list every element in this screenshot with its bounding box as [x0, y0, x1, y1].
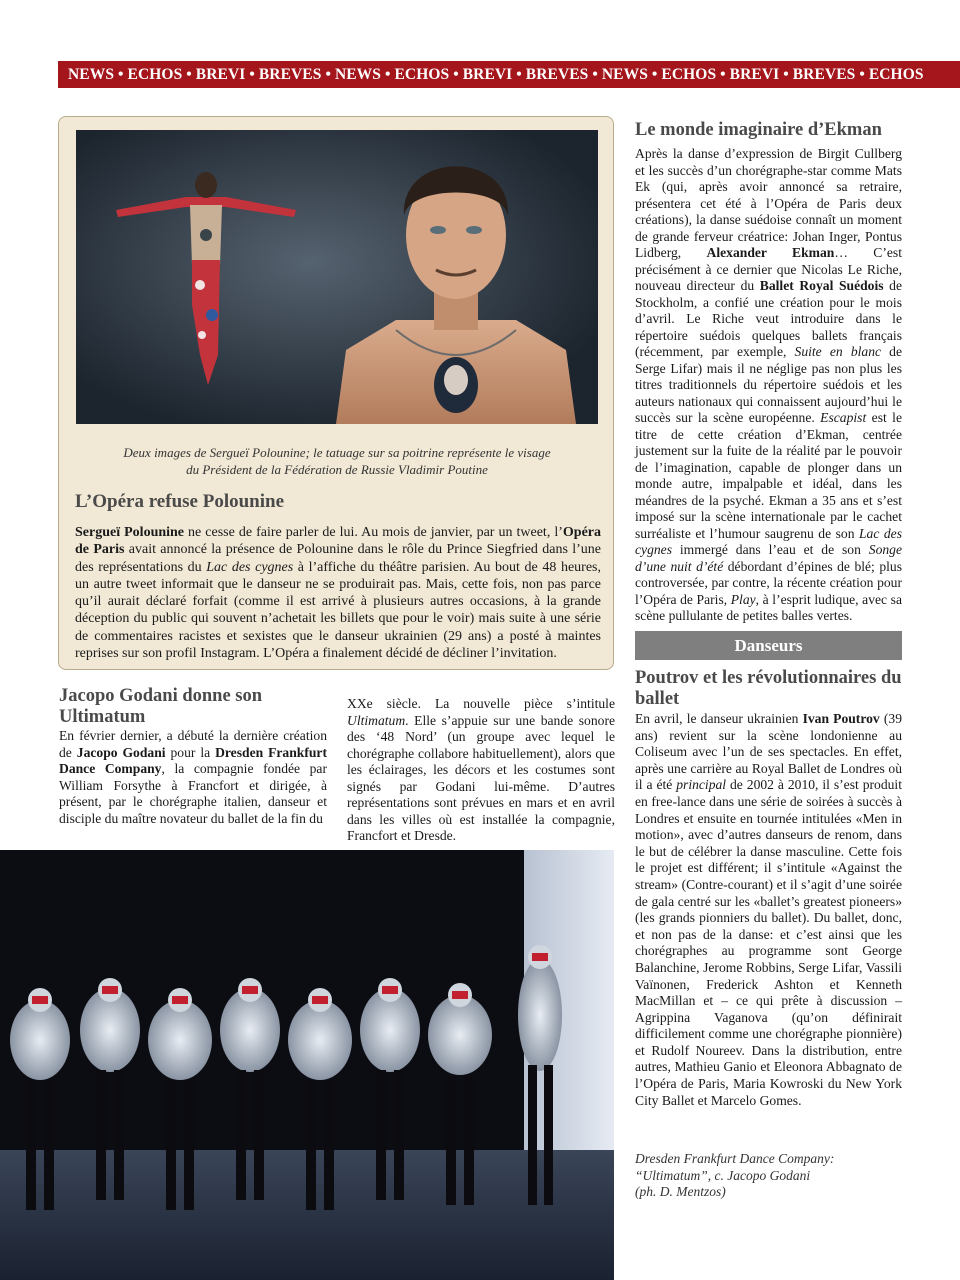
- ballet-title: Ultimatum: [347, 712, 406, 728]
- body-text: de 2002 à 2010, il s’est produit en free-lance dans une série de soirées à succès à Londres et ensuite en tournée intitulées «Men in motion», avec d’autres danseurs de renom, dans le but de célébrer la danse masculine. Cette fois le projet est différent; il s’intitule «Against the stream» (Contre-courant) et il s’agit d’une soirée de gala centré sur les «ballet’s greatest pioneers» (les grands pionniers du ballet). Du ballet, donc, et non pas de la danse: et c’est ainsi que les chorégraphes au programme sont George Balanchine, Jerome Robbins, Serge Lifar, Vassili Vaïnonen, Frederick Ashton et Kenneth MacMillan et – ce qui prête à discussion – Agrippina Vaganova (qu’on définirait difficilement comme une chorégraphe pionnière) et Rudolf Noureev. Dans la distribution, entre autres, Mathieu Ganio et Eleonora Abbagnato de l’Opéra de Paris, Maria Kowroski du New York City Ballet et Marcelo Gomes.: [635, 777, 902, 1108]
- body-text: débordant d’épines de blé; plus controversée, par contre, la récente création pour l’Opéra de Paris,: [635, 558, 902, 607]
- body-text: ne cesse de faire parler de lui. Au mois de janvier, par un tweet, l’: [184, 525, 563, 540]
- ekman-title: Le monde imaginaire d’Ekman: [635, 120, 882, 140]
- body-text: . Elle s’appuie sur une bande sonore des ‘48 Nord’ (un groupe avec lequel le chorégraphe collabore habituellement), alors que les éclairages, les décors et les costumes sont signés par Godani lui-même. D’autres représentations sont prévues en mars et en avril dans les villes où est installée la compagnie, Francfort et Dresde.: [347, 712, 615, 843]
- body-text: … C’est précisément à ce dernier que Nicolas Le Riche, nouveau directeur du: [635, 245, 902, 293]
- polounine-photo-illustration: [76, 130, 598, 424]
- polounine-photo-caption: [79, 444, 595, 478]
- godani-body-col2: [347, 696, 615, 845]
- body-text: En avril, le danseur ukrainien: [635, 711, 803, 726]
- body-text: pour la: [165, 744, 216, 760]
- polounine-body: [75, 524, 601, 662]
- body-text: , la compagnie fondée par William Forsythe à Francfort et dirigée, à présent, par le chorégraphe italien, danseur et disciple du maître novateur du ballet de la fin du: [59, 761, 327, 826]
- ekman-body: [635, 146, 902, 625]
- dresden-stage-photo: [0, 850, 614, 1280]
- ballet-title: Lac des cygnes: [206, 559, 294, 575]
- body-text: avait annoncé la présence de Polounine dans le rôle du Prince Siegfried dans l’une des représentations du: [75, 542, 601, 575]
- body-text: En février dernier, a débuté la dernière création de: [59, 728, 327, 760]
- polounine-photo: [76, 130, 598, 424]
- body-text: immergé dans l’eau et de son: [672, 542, 869, 557]
- dancer-name: Sergueï Polounine: [75, 525, 185, 540]
- ballet-title: Play: [730, 591, 756, 607]
- godani-body-col1: [59, 728, 327, 827]
- section-label-danseurs: Danseurs: [635, 631, 902, 660]
- polounine-title: L’Opéra refuse Polounine: [75, 491, 285, 512]
- godani-title: Jacopo Godani donne son Ultimatum: [59, 686, 263, 727]
- choreographer-name: Jacopo Godani: [76, 744, 166, 760]
- body-text: de Stockholm, a confié une création pour le mois d’avril. Le Riche veut introduire dans le répertoire suédois quelques ballets français (récemment, par exemple,: [635, 278, 902, 359]
- ballet-title: Suite en blanc: [794, 344, 882, 359]
- caption-line: “Ultimatum”, c. Jacopo Godani: [635, 1167, 811, 1183]
- body-text: est le titre de cette création d’Ekman, centrée justement sur la fuite de la réalité par le pouvoir de l’imagination, capable de plonger dans un monde autre, impalpable et idéal, dans les méandres de la psyché. Ekman a 35 ans et s’est imposé sur la scène internationale par le cachet surréaliste et l’humour saugrenu de son: [635, 410, 902, 541]
- body-text: (39 ans) revient sur la scène londonienne au Coliseum avec l’un de ses spectacles. En effet, après une carrière au Royal Ballet de Londres où il a été: [635, 711, 902, 793]
- company-name: Dresden Frankfurt Dance Company: [59, 744, 327, 776]
- caption-line: Deux images de Sergueï Polounine; le tatuage sur sa poitrine représente le visage: [123, 445, 551, 460]
- dancer-name: Ivan Poutrov: [802, 711, 880, 726]
- opera-name: Opéra de Paris: [75, 525, 601, 558]
- rank-term: principal: [676, 777, 727, 793]
- dresden-photo-caption: [635, 1151, 902, 1201]
- poutrov-title: Poutrov et les révolutionnaires du ballet: [635, 668, 902, 709]
- ballet-title: Escapist: [820, 410, 867, 425]
- body-text: à l’affiche du théâtre parisien. Au bout de 48 heures, un autre tweet informait que le danseur ne se produirait pas. Mais, cette fois, non pas parce qu’il aurait déclaré forfait (comme il est arrivé à plusieurs autres occasions, à la grande déception du public qui souvent n’achetait les billets que pour le voir) mais suite à une série de commentaires racistes et sexistes que le danseur ukrainien (29 ans) a posté à maintes reprises sur son profil Instagram. L’Opéra a finalement décidé de décliner l’invitation.: [75, 559, 601, 662]
- body-text: XXe siècle. La nouvelle pièce s’intitule: [347, 696, 615, 711]
- news-banner: NEWS • ECHOS • BREVI • BREVES • NEWS • ECHOS • BREVI • BREVES • NEWS • ECHOS • BREVI • BREVES • ECHOS: [58, 61, 960, 88]
- company-name: Ballet Royal Suédois: [759, 278, 884, 293]
- polounine-box: [58, 116, 614, 670]
- stage-photo-illustration: [0, 850, 614, 1280]
- ballet-title: Songe d’une nuit d’été: [635, 542, 902, 574]
- ballet-title: Lac des cygnes: [635, 525, 902, 557]
- caption-line: Dresden Frankfurt Dance Company:: [635, 1151, 835, 1166]
- body-text: Après la danse d’expression de Birgit Cullberg et les succès d’un chorégraphe-star comme Mats Ek (qui, après avoir annoncé sa retraire, présentera cet été à l’Opéra de Paris deux créations), la danse suédoise connaît un moment de grande ferveur créatrice: Johan Inger, Pontus Lidberg,: [635, 146, 902, 260]
- caption-line: du Président de la Fédération de Russie Vladimir Poutine: [186, 462, 488, 477]
- body-text: , à l’esprit ludique, avec sa scène pullulante de petites balles vertes.: [635, 591, 902, 623]
- caption-line: (ph. D. Mentzos): [635, 1184, 726, 1199]
- choreographer-name: Alexander Ekman: [706, 245, 835, 260]
- poutrov-body: [635, 711, 902, 1109]
- body-text: de Serge Lifar) mais il ne néglige pas non plus les titres traditionnels du répertoire suédois et les auteurs nationaux qui connaissent aujourd’hui le succès sur la scène européenne.: [635, 344, 902, 425]
